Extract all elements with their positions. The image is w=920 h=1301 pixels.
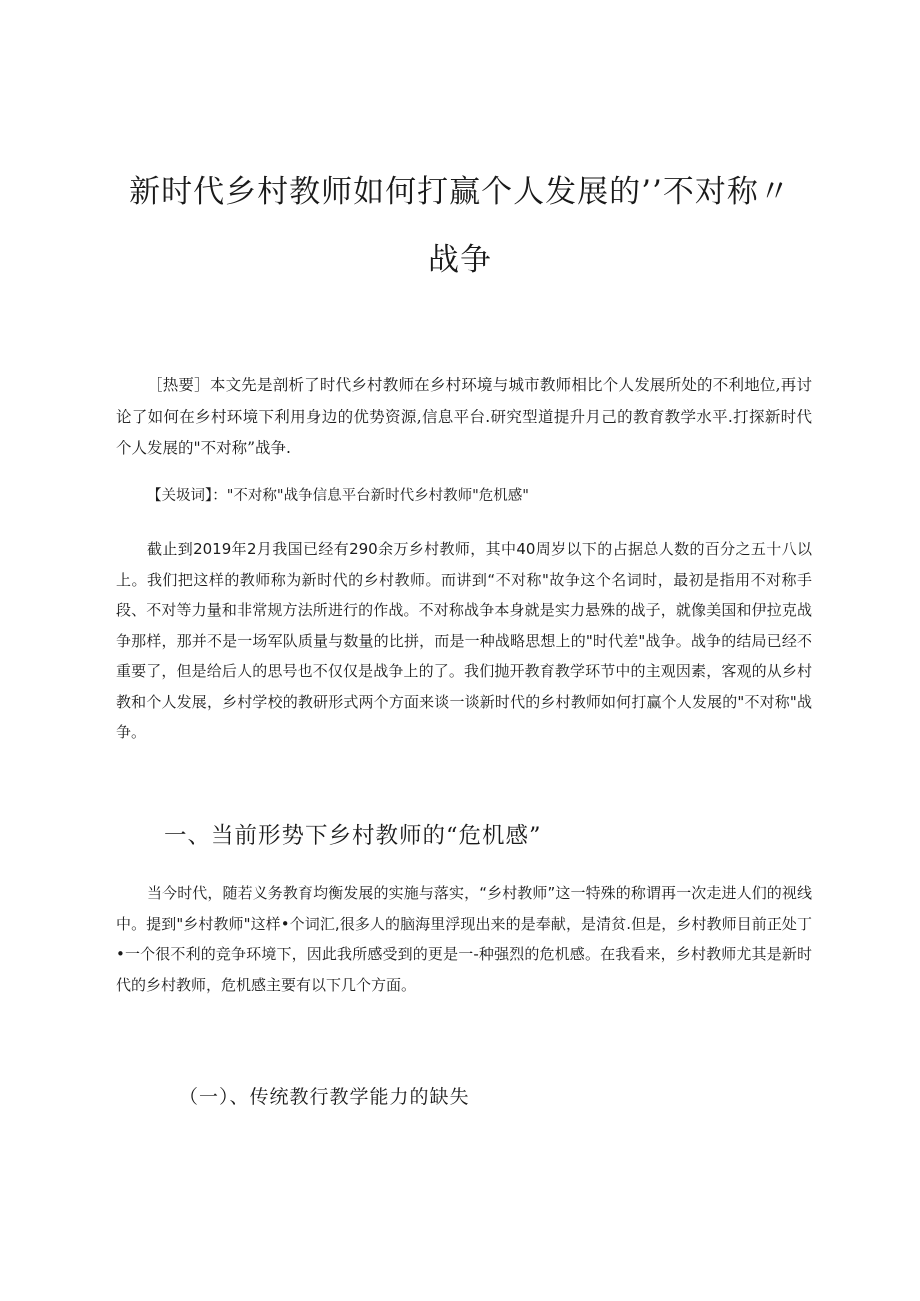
- subsection-heading-1: （一）、传统教行教学能力的缺失: [179, 1086, 470, 1108]
- keywords-line: 【关圾词】："不对称"战争信息平台新时代乡村教师"危机感": [147, 488, 529, 504]
- section-1-paragraph: 当今时代，随若义务教育均衡发展的实施与落实，“乡村教师”这一特殊的称谓再一次走进人们的视线中。提到"乡村教师"这样•个词汇,很多人的脑海里浮现出来的是奉献，是清贫.但是，乡村教师目前正处丁•一个很不利的竞争环境下，因此我所感受到的更是一-种强烈的危机感。在我看来，乡村教师尤其是新时代的乡村教师，危机感主要有以下几个方面。: [116, 884, 812, 994]
- document-title: [100, 158, 820, 294]
- abstract-paragraph: ［热要］本文先是剖析了时代乡村教师在乡村环境与城市教师相比个人发展所处的不利地位,再讨论了如何在乡村环境下利用身边的优势资源,信息平台.研究型道提升月己的教育教学水平.打探新时代个人发展的"不对称”战争.: [116, 376, 812, 457]
- intro-paragraph: 截止到2019年2月我国已经有290余万乡村教师，其中40周岁以下的占据总人数的百分之五十八以上。我们把这样的教师称为新时代的乡村教师。而讲到“不对称"故争这个名词时，最初是指用不对称手段、不对等力量和非常规方法所进行的作战。不对称战争本身就是实力悬殊的战子，就像美国和伊拉克战争那样，那并不是一场军队质量与数量的比拼，而是一种战略思想上的"时代差"战争。战争的结局已经不重要了，但是给后人的思号也不仅仅是战争上的了。我们抛开教育教学环节中的主观因素，客观的从乡村教和个人发展，乡村学校的教研形式两个方面来谈一谈新时代的乡村教师如何打赢个人发展的"不对称"战争。: [116, 540, 812, 741]
- title-line-2: 战争: [428, 242, 492, 278]
- title-line-1: 新时代乡村教师如何打赢个人发展的’’不对称〃: [129, 174, 791, 210]
- section-heading-1: 一、当前形势下乡村教师的“危机感”: [164, 823, 542, 849]
